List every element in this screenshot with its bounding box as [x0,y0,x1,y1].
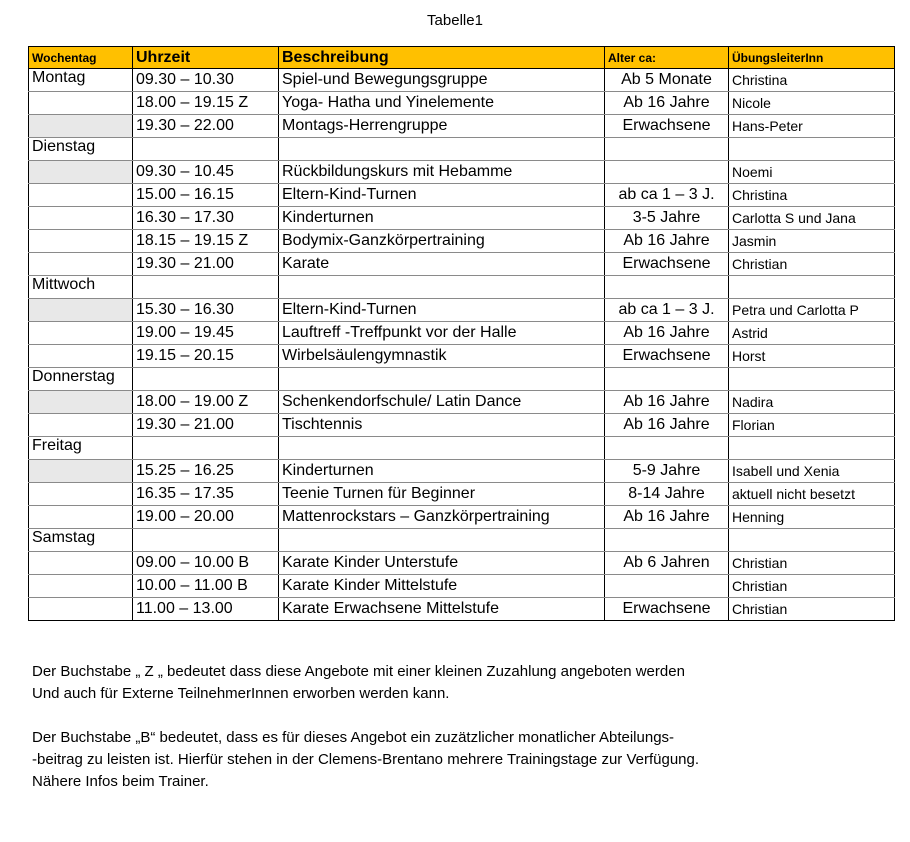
table-row [29,598,895,621]
header-leiter: ÜbungsleiterInn [729,47,895,69]
cell-alter: Erwachsene [605,115,729,138]
cell-wochentag [29,322,133,345]
cell-uhrzeit [133,437,279,460]
cell-leiter [729,437,895,460]
cell-alter: Ab 16 Jahre [605,391,729,414]
cell-beschreibung: Wirbelsäulengymnastik [279,345,605,368]
cell-alter [605,368,729,391]
cell-uhrzeit [133,276,279,299]
cell-wochentag [29,575,133,598]
cell-wochentag [29,207,133,230]
cell-wochentag: Mittwoch [29,276,133,299]
table-row [29,92,895,115]
table-row [29,230,895,253]
cell-beschreibung: Rückbildungskurs mit Hebamme [279,161,605,184]
table-row [29,161,895,184]
cell-alter: Erwachsene [605,345,729,368]
cell-leiter: aktuell nicht besetzt [729,483,895,506]
note-b-line: Der Buchstabe „B“ bedeutet, dass es für dieses Angebot ein zuzätzlicher monatlicher Abteilungs- [32,729,675,746]
cell-leiter [729,276,895,299]
cell-alter: Ab 16 Jahre [605,506,729,529]
cell-wochentag [29,506,133,529]
cell-leiter: Florian [729,414,895,437]
header-wochentag: Wochentag [29,47,133,69]
cell-alter: ab ca 1 – 3 J. [605,299,729,322]
table-row [29,414,895,437]
cell-alter: 8-14 Jahre [605,483,729,506]
cell-wochentag [29,483,133,506]
cell-wochentag: Donnerstag [29,368,133,391]
cell-beschreibung: Karate [279,253,605,276]
cell-alter: Ab 6 Jahren [605,552,729,575]
cell-alter: Ab 16 Jahre [605,92,729,115]
cell-alter [605,529,729,552]
cell-leiter: Henning [729,506,895,529]
table-row [29,345,895,368]
cell-leiter: Nicole [729,92,895,115]
cell-leiter: Christian [729,253,895,276]
cell-wochentag: Freitag [29,437,133,460]
cell-beschreibung: Teenie Turnen für Beginner [279,483,605,506]
note-b-line: -beitrag zu leisten ist. Hierfür stehen in der Clemens-Brentano mehrere Trainingstage zur Verfügung. [32,751,700,768]
table-row [29,138,895,161]
cell-beschreibung: Schenkendorfschule/ Latin Dance [279,391,605,414]
cell-uhrzeit [133,138,279,161]
cell-alter [605,437,729,460]
note-b-line: Nähere Infos beim Trainer. [32,773,209,790]
cell-uhrzeit: 19.15 – 20.15 [133,345,279,368]
cell-beschreibung [279,276,605,299]
cell-beschreibung: Karate Kinder Unterstufe [279,552,605,575]
cell-leiter: Jasmin [729,230,895,253]
cell-wochentag [29,161,133,184]
cell-leiter: Isabell und Xenia [729,460,895,483]
cell-beschreibung: Kinderturnen [279,460,605,483]
cell-wochentag: Dienstag [29,138,133,161]
cell-alter: Ab 16 Jahre [605,230,729,253]
cell-wochentag [29,115,133,138]
cell-wochentag [29,391,133,414]
cell-wochentag [29,299,133,322]
cell-wochentag [29,230,133,253]
header-beschreibung: Beschreibung [279,47,605,69]
cell-uhrzeit: 18.00 – 19.15 Z [133,92,279,115]
table-row [29,115,895,138]
cell-uhrzeit [133,368,279,391]
table-row [29,460,895,483]
cell-alter: Ab 16 Jahre [605,414,729,437]
cell-uhrzeit: 09.00 – 10.00 B [133,552,279,575]
cell-alter: Ab 16 Jahre [605,322,729,345]
cell-leiter: Christian [729,575,895,598]
cell-leiter: Carlotta S und Jana [729,207,895,230]
cell-beschreibung [279,529,605,552]
note-b [32,727,892,793]
cell-uhrzeit: 09.30 – 10.30 [133,69,279,92]
cell-uhrzeit: 19.30 – 21.00 [133,253,279,276]
table-row [29,483,895,506]
cell-uhrzeit [133,529,279,552]
cell-wochentag [29,460,133,483]
notes [32,661,892,815]
page-title: Tabelle1 [427,12,483,29]
cell-uhrzeit: 19.00 – 20.00 [133,506,279,529]
cell-wochentag [29,92,133,115]
table-row [29,575,895,598]
cell-beschreibung: Bodymix-Ganzkörpertraining [279,230,605,253]
cell-beschreibung [279,138,605,161]
table-row [29,529,895,552]
cell-beschreibung: Tischtennis [279,414,605,437]
cell-alter [605,575,729,598]
cell-leiter: Astrid [729,322,895,345]
cell-uhrzeit: 16.35 – 17.35 [133,483,279,506]
cell-leiter: Petra und Carlotta P [729,299,895,322]
cell-uhrzeit: 15.25 – 16.25 [133,460,279,483]
cell-beschreibung: Eltern-Kind-Turnen [279,184,605,207]
cell-uhrzeit: 15.00 – 16.15 [133,184,279,207]
cell-beschreibung [279,368,605,391]
table-row [29,276,895,299]
cell-uhrzeit: 11.00 – 13.00 [133,598,279,621]
header-uhrzeit: Uhrzeit [133,47,279,69]
cell-beschreibung: Kinderturnen [279,207,605,230]
note-z [32,661,892,705]
table-row [29,69,895,92]
cell-leiter: Christina [729,69,895,92]
cell-uhrzeit: 19.00 – 19.45 [133,322,279,345]
table-row [29,207,895,230]
cell-leiter [729,368,895,391]
cell-wochentag [29,184,133,207]
cell-leiter: Hans-Peter [729,115,895,138]
cell-uhrzeit: 09.30 – 10.45 [133,161,279,184]
schedule-table [28,46,895,621]
cell-beschreibung: Lauftreff -Treffpunkt vor der Halle [279,322,605,345]
cell-uhrzeit: 16.30 – 17.30 [133,207,279,230]
cell-wochentag [29,552,133,575]
cell-beschreibung: Mattenrockstars – Ganzkörpertraining [279,506,605,529]
cell-alter: Erwachsene [605,598,729,621]
cell-beschreibung: Yoga- Hatha und Yinelemente [279,92,605,115]
table-row [29,253,895,276]
header-alter: Alter ca: [605,47,729,69]
cell-alter: Erwachsene [605,253,729,276]
table-row [29,322,895,345]
note-z-line: Und auch für Externe TeilnehmerInnen erworben werden kann. [32,685,450,702]
cell-alter: Ab 5 Monate [605,69,729,92]
table-row [29,299,895,322]
table-row [29,368,895,391]
cell-beschreibung [279,437,605,460]
cell-leiter: Noemi [729,161,895,184]
cell-beschreibung: Montags-Herrengruppe [279,115,605,138]
cell-uhrzeit: 19.30 – 21.00 [133,414,279,437]
cell-beschreibung: Spiel-und Bewegungsgruppe [279,69,605,92]
cell-leiter [729,138,895,161]
cell-alter: 5-9 Jahre [605,460,729,483]
cell-uhrzeit: 18.15 – 19.15 Z [133,230,279,253]
cell-alter: 3-5 Jahre [605,207,729,230]
cell-wochentag: Montag [29,69,133,92]
cell-leiter: Christian [729,552,895,575]
cell-leiter [729,529,895,552]
cell-uhrzeit: 19.30 – 22.00 [133,115,279,138]
cell-alter: ab ca 1 – 3 J. [605,184,729,207]
cell-wochentag [29,414,133,437]
table-body [29,69,895,621]
cell-uhrzeit: 18.00 – 19.00 Z [133,391,279,414]
cell-wochentag [29,253,133,276]
table-row [29,184,895,207]
cell-alter [605,161,729,184]
note-z-line: Der Buchstabe „ Z „ bedeutet dass diese Angebote mit einer kleinen Zuzahlung angeboten werden [32,663,685,680]
table-row [29,552,895,575]
cell-beschreibung: Karate Kinder Mittelstufe [279,575,605,598]
cell-wochentag [29,598,133,621]
table-row [29,506,895,529]
cell-leiter: Christian [729,598,895,621]
cell-uhrzeit: 15.30 – 16.30 [133,299,279,322]
cell-beschreibung: Karate Erwachsene Mittelstufe [279,598,605,621]
cell-wochentag: Samstag [29,529,133,552]
cell-wochentag [29,345,133,368]
cell-alter [605,138,729,161]
cell-leiter: Horst [729,345,895,368]
table-row [29,391,895,414]
table-row [29,437,895,460]
table-header-row [29,47,895,69]
cell-alter [605,276,729,299]
cell-uhrzeit: 10.00 – 11.00 B [133,575,279,598]
cell-leiter: Nadira [729,391,895,414]
cell-leiter: Christina [729,184,895,207]
cell-beschreibung: Eltern-Kind-Turnen [279,299,605,322]
